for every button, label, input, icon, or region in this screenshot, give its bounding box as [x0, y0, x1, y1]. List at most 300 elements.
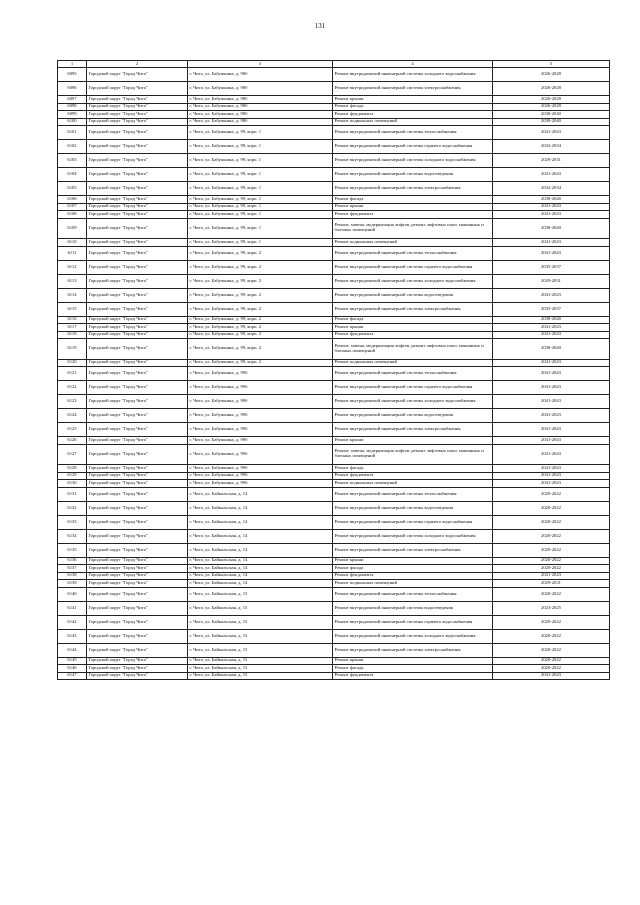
address-cell: г. Чита, ул. Бабушкина, д. 99, корп. 1: [188, 154, 333, 168]
period-cell: 2032-2034: [493, 182, 610, 196]
table-row: [58, 672, 610, 680]
table-row: [58, 480, 610, 488]
row-number-cell: 6146: [58, 665, 87, 673]
row-number-cell: 6110: [58, 239, 87, 247]
table-row: [58, 140, 610, 154]
period-cell: 2041-2043: [493, 367, 610, 381]
municipality-cell: Городской округ "Город Чита": [87, 239, 188, 247]
page-number: 131: [314, 22, 326, 30]
row-number-cell: 6100: [58, 118, 87, 126]
address-cell: г. Чита, ул. Байкальская, д. 15: [188, 657, 333, 665]
row-number-cell: 6142: [58, 615, 87, 629]
work-type-cell: Ремонт фундамента: [333, 211, 493, 219]
address-cell: г. Чита, ул. Бабушкина, д. 99б: [188, 395, 333, 409]
address-cell: г. Чита, ул. Бабушкина, д. 99б: [188, 423, 333, 437]
municipality-cell: Городской округ "Город Чита": [87, 543, 188, 557]
work-type-cell: Ремонт внутридомовой инженерной системы электроснабжения: [333, 302, 493, 316]
municipality-cell: Городской округ "Город Чита": [87, 367, 188, 381]
row-number-cell: 6115: [58, 302, 87, 316]
row-number-cell: 6118: [58, 331, 87, 339]
period-cell: 2038-2040: [493, 196, 610, 204]
address-cell: г. Чита, ул. Бабушкина, д. 99, корп. 1: [188, 140, 333, 154]
period-cell: 2029-2031: [493, 154, 610, 168]
table-row: [58, 154, 610, 168]
work-type-cell: Ремонт внутридомовой инженерной системы горячего водоснабжения: [333, 615, 493, 629]
address-cell: г. Чита, ул. Байкальская, д. 15: [188, 615, 333, 629]
work-type-cell: Ремонт внутридомовой инженерной системы горячего водоснабжения: [333, 260, 493, 274]
period-cell: 2041-2043: [493, 672, 610, 680]
table-row: [58, 239, 610, 247]
period-cell: 2041-2043: [493, 288, 610, 302]
municipality-cell: Городской округ "Город Чита": [87, 182, 188, 196]
work-type-cell: Ремонт внутридомовой инженерной системы электроснабжения: [333, 182, 493, 196]
table-row: [58, 395, 610, 409]
row-number-cell: 6143: [58, 629, 87, 643]
table-row: [58, 565, 610, 573]
municipality-cell: Городской округ "Город Чита": [87, 381, 188, 395]
municipality-cell: Городской округ "Город Чита": [87, 565, 188, 573]
row-number-cell: 6108: [58, 211, 87, 219]
municipality-cell: Городской округ "Город Чита": [87, 126, 188, 140]
address-cell: г. Чита, ул. Бабушкина, д. 99, корп. 2: [188, 339, 333, 360]
municipality-cell: Городской округ "Город Чита": [87, 672, 188, 680]
municipality-cell: Городской округ "Город Чита": [87, 515, 188, 529]
table-row: [58, 203, 610, 211]
work-type-cell: Ремонт крыши: [333, 203, 493, 211]
row-number-cell: 6131: [58, 487, 87, 501]
municipality-cell: Городской округ "Город Чита": [87, 359, 188, 367]
table-row: [58, 111, 610, 119]
row-number-cell: 6113: [58, 274, 87, 288]
column-header: 3: [188, 61, 333, 68]
municipality-cell: Городской округ "Город Чита": [87, 395, 188, 409]
work-type-cell: Ремонт крыши: [333, 557, 493, 565]
municipality-cell: Городской округ "Город Чита": [87, 154, 188, 168]
row-number-cell: 6125: [58, 423, 87, 437]
address-cell: г. Чита, ул. Бабушкина, д. 99, корп. 1: [188, 211, 333, 219]
repair-schedule-table: [57, 60, 610, 680]
table-row: [58, 126, 610, 140]
row-number-cell: 6120: [58, 359, 87, 367]
period-cell: 2038-2040: [493, 218, 610, 239]
address-cell: г. Чита, ул. Бабушкина, д. 99, корп. 1: [188, 196, 333, 204]
row-number-cell: 6111: [58, 246, 87, 260]
period-cell: 2035-2037: [493, 302, 610, 316]
row-number-cell: 6135: [58, 543, 87, 557]
work-type-cell: Ремонт внутридомовой инженерной системы водоотведения: [333, 409, 493, 423]
table-row: [58, 587, 610, 601]
period-cell: 2041-2043: [493, 246, 610, 260]
table-row: [58, 515, 610, 529]
municipality-cell: Городской округ "Город Чита": [87, 140, 188, 154]
table-row: [58, 168, 610, 182]
table-row: [58, 274, 610, 288]
period-cell: 2026-2028: [493, 82, 610, 96]
municipality-cell: Городской округ "Город Чита": [87, 260, 188, 274]
row-number-cell: 6117: [58, 324, 87, 332]
address-cell: г. Чита, ул. Бабушкина, д. 99б: [188, 465, 333, 473]
municipality-cell: Городской округ "Город Чита": [87, 423, 188, 437]
municipality-cell: Городской округ "Город Чита": [87, 302, 188, 316]
address-cell: г. Чита, ул. Бабушкина, д. 99, корп. 1: [188, 168, 333, 182]
address-cell: г. Чита, ул. Байкальская, д. 15: [188, 601, 333, 615]
period-cell: 2041-2043: [493, 331, 610, 339]
municipality-cell: Городской округ "Город Чита": [87, 409, 188, 423]
row-number-cell: 6144: [58, 643, 87, 657]
municipality-cell: Городской округ "Город Чита": [87, 218, 188, 239]
row-number-cell: 6129: [58, 472, 87, 480]
row-number-cell: 6123: [58, 395, 87, 409]
period-cell: 2041-2043: [493, 409, 610, 423]
period-cell: 2041-2043: [493, 203, 610, 211]
work-type-cell: Ремонт внутридомовой инженерной системы водоотведения: [333, 501, 493, 515]
address-cell: г. Чита, ул. Байкальская, д. 15: [188, 587, 333, 601]
period-cell: 2020-2022: [493, 543, 610, 557]
work-type-cell: Ремонт подвальных помещений: [333, 359, 493, 367]
municipality-cell: Городской округ "Город Чита": [87, 316, 188, 324]
row-number-cell: 6121: [58, 367, 87, 381]
work-type-cell: Ремонт внутридомовой инженерной системы холодного водоснабжения: [333, 68, 493, 82]
table-row: [58, 543, 610, 557]
period-cell: 2041-2043: [493, 480, 610, 488]
work-type-cell: Ремонт крыши: [333, 437, 493, 445]
address-cell: г. Чита, ул. Бабушкина, д. 98б: [188, 103, 333, 111]
row-number-cell: 6140: [58, 587, 87, 601]
period-cell: 2020-2022: [493, 501, 610, 515]
row-number-cell: 6104: [58, 168, 87, 182]
column-header: 2: [87, 61, 188, 68]
table-header-row: [58, 61, 610, 68]
period-cell: 2038-2040: [493, 118, 610, 126]
period-cell: 2020-2022: [493, 557, 610, 565]
row-number-cell: 6134: [58, 529, 87, 543]
address-cell: г. Чита, ул. Бабушкина, д. 99, корп. 1: [188, 182, 333, 196]
period-cell: 2026-2028: [493, 103, 610, 111]
municipality-cell: Городской округ "Город Чита": [87, 324, 188, 332]
row-number-cell: 6132: [58, 501, 87, 515]
work-type-cell: Ремонт фасада: [333, 565, 493, 573]
table-row: [58, 359, 610, 367]
table-row: [58, 665, 610, 673]
work-type-cell: Ремонт, замена, модернизация лифтов, ремонт лифтовых шахт, машинных и блочных помещений: [333, 339, 493, 360]
address-cell: г. Чита, ул. Бабушкина, д. 99, корп. 1: [188, 126, 333, 140]
municipality-cell: Городской округ "Город Чита": [87, 118, 188, 126]
work-type-cell: Ремонт крыши: [333, 657, 493, 665]
work-type-cell: Ремонт фасада: [333, 103, 493, 111]
address-cell: г. Чита, ул. Байкальская, д. 14: [188, 572, 333, 580]
municipality-cell: Городской округ "Город Чита": [87, 103, 188, 111]
row-number-cell: 6141: [58, 601, 87, 615]
period-cell: 2038-2040: [493, 316, 610, 324]
address-cell: г. Чита, ул. Байкальская, д. 14: [188, 580, 333, 588]
work-type-cell: Ремонт внутридомовой инженерной системы холодного водоснабжения: [333, 629, 493, 643]
work-type-cell: Ремонт внутридомовой инженерной системы электроснабжения: [333, 543, 493, 557]
table-row: [58, 316, 610, 324]
row-number-cell: 6137: [58, 565, 87, 573]
municipality-cell: Городской округ "Город Чита": [87, 82, 188, 96]
work-type-cell: Ремонт внутридомовой инженерной системы горячего водоснабжения: [333, 381, 493, 395]
address-cell: г. Чита, ул. Бабушкина, д. 99, корп. 2: [188, 288, 333, 302]
table-row: [58, 367, 610, 381]
period-cell: 2041-2043: [493, 423, 610, 437]
row-number-cell: 6119: [58, 339, 87, 360]
period-cell: 2029-2031: [493, 274, 610, 288]
table-row: [58, 601, 610, 615]
address-cell: г. Чита, ул. Бабушкина, д. 99, корп. 2: [188, 359, 333, 367]
work-type-cell: Ремонт крыши: [333, 324, 493, 332]
address-cell: г. Чита, ул. Бабушкина, д. 98б: [188, 118, 333, 126]
table-row: [58, 487, 610, 501]
address-cell: г. Чита, ул. Бабушкина, д. 99, корп. 2: [188, 274, 333, 288]
row-number-cell: 6095: [58, 68, 87, 82]
address-cell: г. Чита, ул. Бабушкина, д. 99б: [188, 437, 333, 445]
row-number-cell: 6145: [58, 657, 87, 665]
period-cell: 2020-2022: [493, 487, 610, 501]
municipality-cell: Городской округ "Город Чита": [87, 203, 188, 211]
period-cell: 2041-2043: [493, 472, 610, 480]
address-cell: г. Чита, ул. Бабушкина, д. 99б: [188, 381, 333, 395]
row-number-cell: 6138: [58, 572, 87, 580]
municipality-cell: Городской округ "Город Чита": [87, 68, 188, 82]
table-row: [58, 657, 610, 665]
work-type-cell: Ремонт подвальных помещений: [333, 118, 493, 126]
work-type-cell: Ремонт подвальных помещений: [333, 480, 493, 488]
work-type-cell: Ремонт внутридомовой инженерной системы теплоснабжения: [333, 126, 493, 140]
table-row: [58, 472, 610, 480]
address-cell: г. Чита, ул. Бабушкина, д. 99, корп. 2: [188, 331, 333, 339]
row-number-cell: 6103: [58, 154, 87, 168]
table-row: [58, 423, 610, 437]
table-row: [58, 103, 610, 111]
work-type-cell: Ремонт подвальных помещений: [333, 580, 493, 588]
table-row: [58, 572, 610, 580]
work-type-cell: Ремонт внутридомовой инженерной системы теплоснабжения: [333, 367, 493, 381]
table-row: [58, 68, 610, 82]
address-cell: г. Чита, ул. Бабушкина, д. 99, корп. 2: [188, 324, 333, 332]
address-cell: г. Чита, ул. Байкальская, д. 15: [188, 665, 333, 673]
table-body: [58, 68, 610, 680]
row-number-cell: 6109: [58, 218, 87, 239]
address-cell: г. Чита, ул. Байкальская, д. 15: [188, 672, 333, 680]
work-type-cell: Ремонт, замена, модернизация лифтов, ремонт лифтовых шахт, машинных и блочных помещений: [333, 218, 493, 239]
work-type-cell: Ремонт фундамента: [333, 472, 493, 480]
row-number-cell: 6105: [58, 182, 87, 196]
address-cell: г. Чита, ул. Бабушкина, д. 99, корп. 1: [188, 203, 333, 211]
work-type-cell: Ремонт внутридомовой инженерной системы горячего водоснабжения: [333, 140, 493, 154]
table-row: [58, 96, 610, 104]
address-cell: г. Чита, ул. Бабушкина, д. 99, корп. 1: [188, 218, 333, 239]
period-cell: 2023-2025: [493, 601, 610, 615]
period-cell: 2026-2028: [493, 96, 610, 104]
table-row: [58, 196, 610, 204]
table-row: [58, 557, 610, 565]
table-row: [58, 324, 610, 332]
address-cell: г. Чита, ул. Бабушкина, д. 99, корп. 2: [188, 316, 333, 324]
address-cell: г. Чита, ул. Бабушкина, д. 99, корп. 2: [188, 246, 333, 260]
period-cell: 2041-2043: [493, 395, 610, 409]
period-cell: 2041-2043: [493, 465, 610, 473]
table-row: [58, 82, 610, 96]
period-cell: 2041-2043: [493, 239, 610, 247]
work-type-cell: Ремонт внутридомовой инженерной системы холодного водоснабжения: [333, 154, 493, 168]
municipality-cell: Городской округ "Город Чита": [87, 580, 188, 588]
period-cell: 2038-2040: [493, 111, 610, 119]
table-row: [58, 288, 610, 302]
address-cell: г. Чита, ул. Бабушкина, д. 99б: [188, 444, 333, 465]
municipality-cell: Городской округ "Город Чита": [87, 331, 188, 339]
municipality-cell: Городской округ "Город Чита": [87, 501, 188, 515]
address-cell: г. Чита, ул. Бабушкина, д. 99, корп. 1: [188, 239, 333, 247]
work-type-cell: Ремонт внутридомовой инженерной системы электроснабжения: [333, 423, 493, 437]
period-cell: 2038-2040: [493, 339, 610, 360]
period-cell: 2020-2022: [493, 665, 610, 673]
work-type-cell: Ремонт фасада: [333, 316, 493, 324]
municipality-cell: Городской округ "Город Чита": [87, 529, 188, 543]
municipality-cell: Городской округ "Город Чита": [87, 487, 188, 501]
municipality-cell: Городской округ "Город Чита": [87, 643, 188, 657]
column-header: 4: [333, 61, 493, 68]
municipality-cell: Городской округ "Город Чита": [87, 246, 188, 260]
table-row: [58, 615, 610, 629]
period-cell: 2020-2022: [493, 615, 610, 629]
row-number-cell: 6116: [58, 316, 87, 324]
work-type-cell: Ремонт фундамента: [333, 331, 493, 339]
period-cell: 2041-2043: [493, 324, 610, 332]
table-row: [58, 501, 610, 515]
table-row: [58, 218, 610, 239]
work-type-cell: Ремонт внутридомовой инженерной системы теплоснабжения: [333, 487, 493, 501]
address-cell: г. Чита, ул. Бабушкина, д. 99, корп. 2: [188, 302, 333, 316]
address-cell: г. Чита, ул. Бабушкина, д. 99, корп. 2: [188, 260, 333, 274]
period-cell: 2041-2043: [493, 168, 610, 182]
period-cell: 2020-2022: [493, 529, 610, 543]
work-type-cell: Ремонт фасада: [333, 665, 493, 673]
row-number-cell: 6107: [58, 203, 87, 211]
period-cell: 2041-2043: [493, 572, 610, 580]
period-cell: 2041-2043: [493, 444, 610, 465]
table-row: [58, 331, 610, 339]
work-type-cell: Ремонт фундамента: [333, 111, 493, 119]
address-cell: г. Чита, ул. Бабушкина, д. 99б: [188, 472, 333, 480]
address-cell: г. Чита, ул. Бабушкина, д. 98б: [188, 68, 333, 82]
period-cell: 2041-2043: [493, 381, 610, 395]
table-row: [58, 437, 610, 445]
work-type-cell: Ремонт крыши: [333, 96, 493, 104]
work-type-cell: Ремонт фундамента: [333, 672, 493, 680]
period-cell: 2041-2043: [493, 211, 610, 219]
table-row: [58, 118, 610, 126]
work-type-cell: Ремонт фасада: [333, 465, 493, 473]
period-cell: 2020-2022: [493, 515, 610, 529]
column-header: 5: [493, 61, 610, 68]
table-row: [58, 339, 610, 360]
municipality-cell: Городской округ "Город Чита": [87, 665, 188, 673]
municipality-cell: Городской округ "Город Чита": [87, 437, 188, 445]
row-number-cell: 6139: [58, 580, 87, 588]
table-row: [58, 182, 610, 196]
table-row: [58, 302, 610, 316]
table-row: [58, 260, 610, 274]
address-cell: г. Чита, ул. Бабушкина, д. 98б: [188, 82, 333, 96]
period-cell: 2032-2034: [493, 140, 610, 154]
work-type-cell: Ремонт внутридомовой инженерной системы горячего водоснабжения: [333, 515, 493, 529]
municipality-cell: Городской округ "Город Чита": [87, 472, 188, 480]
address-cell: г. Чита, ул. Байкальская, д. 14: [188, 543, 333, 557]
municipality-cell: Городской округ "Город Чита": [87, 288, 188, 302]
work-type-cell: Ремонт, замена, модернизация лифтов, ремонт лифтовых шахт, машинных и блочных помещений: [333, 444, 493, 465]
work-type-cell: Ремонт внутридомовой инженерной системы теплоснабжения: [333, 587, 493, 601]
period-cell: 2029-2031: [493, 580, 610, 588]
row-number-cell: 6147: [58, 672, 87, 680]
municipality-cell: Городской округ "Город Чита": [87, 465, 188, 473]
municipality-cell: Городской округ "Город Чита": [87, 480, 188, 488]
address-cell: г. Чита, ул. Бабушкина, д. 99б: [188, 409, 333, 423]
row-number-cell: 6101: [58, 126, 87, 140]
work-type-cell: Ремонт внутридомовой инженерной системы электроснабжения: [333, 643, 493, 657]
address-cell: г. Чита, ул. Байкальская, д. 14: [188, 529, 333, 543]
municipality-cell: Городской округ "Город Чита": [87, 444, 188, 465]
municipality-cell: Городской округ "Город Чита": [87, 168, 188, 182]
table-row: [58, 465, 610, 473]
period-cell: 2041-2043: [493, 359, 610, 367]
municipality-cell: Городской округ "Город Чита": [87, 196, 188, 204]
period-cell: 2020-2022: [493, 587, 610, 601]
table-row: [58, 444, 610, 465]
row-number-cell: 6126: [58, 437, 87, 445]
address-cell: г. Чита, ул. Бабушкина, д. 98б: [188, 96, 333, 104]
period-cell: 2020-2022: [493, 629, 610, 643]
table-row: [58, 246, 610, 260]
period-cell: 2020-2022: [493, 643, 610, 657]
municipality-cell: Городской округ "Город Чита": [87, 572, 188, 580]
municipality-cell: Городской округ "Город Чита": [87, 657, 188, 665]
period-cell: 2020-2022: [493, 657, 610, 665]
row-number-cell: 6102: [58, 140, 87, 154]
row-number-cell: 6114: [58, 288, 87, 302]
work-type-cell: Ремонт фундамента: [333, 572, 493, 580]
table-row: [58, 529, 610, 543]
work-type-cell: Ремонт подвальных помещений: [333, 239, 493, 247]
work-type-cell: Ремонт внутридомовой инженерной системы холодного водоснабжения: [333, 395, 493, 409]
work-type-cell: Ремонт внутридомовой инженерной системы теплоснабжения: [333, 246, 493, 260]
column-header: 1: [58, 61, 87, 68]
table-row: [58, 580, 610, 588]
address-cell: г. Чита, ул. Байкальская, д. 14: [188, 565, 333, 573]
address-cell: г. Чита, ул. Байкальская, д. 14: [188, 557, 333, 565]
period-cell: 2041-2043: [493, 437, 610, 445]
table-row: [58, 211, 610, 219]
row-number-cell: 6106: [58, 196, 87, 204]
municipality-cell: Городской округ "Город Чита": [87, 211, 188, 219]
period-cell: 2035-2037: [493, 260, 610, 274]
municipality-cell: Городской округ "Город Чита": [87, 587, 188, 601]
municipality-cell: Городской округ "Город Чита": [87, 629, 188, 643]
row-number-cell: 6099: [58, 111, 87, 119]
work-type-cell: Ремонт внутридомовой инженерной системы холодного водоснабжения: [333, 274, 493, 288]
municipality-cell: Городской округ "Город Чита": [87, 557, 188, 565]
table-row: [58, 643, 610, 657]
address-cell: г. Чита, ул. Бабушкина, д. 99б: [188, 367, 333, 381]
work-type-cell: Ремонт внутридомовой инженерной системы водоотведения: [333, 168, 493, 182]
municipality-cell: Городской округ "Город Чита": [87, 96, 188, 104]
period-cell: 2020-2022: [493, 565, 610, 573]
period-cell: 2026-2028: [493, 68, 610, 82]
table-row: [58, 629, 610, 643]
table-row: [58, 409, 610, 423]
municipality-cell: Городской округ "Город Чита": [87, 615, 188, 629]
row-number-cell: 6127: [58, 444, 87, 465]
work-type-cell: Ремонт внутридомовой инженерной системы водоотведения: [333, 601, 493, 615]
